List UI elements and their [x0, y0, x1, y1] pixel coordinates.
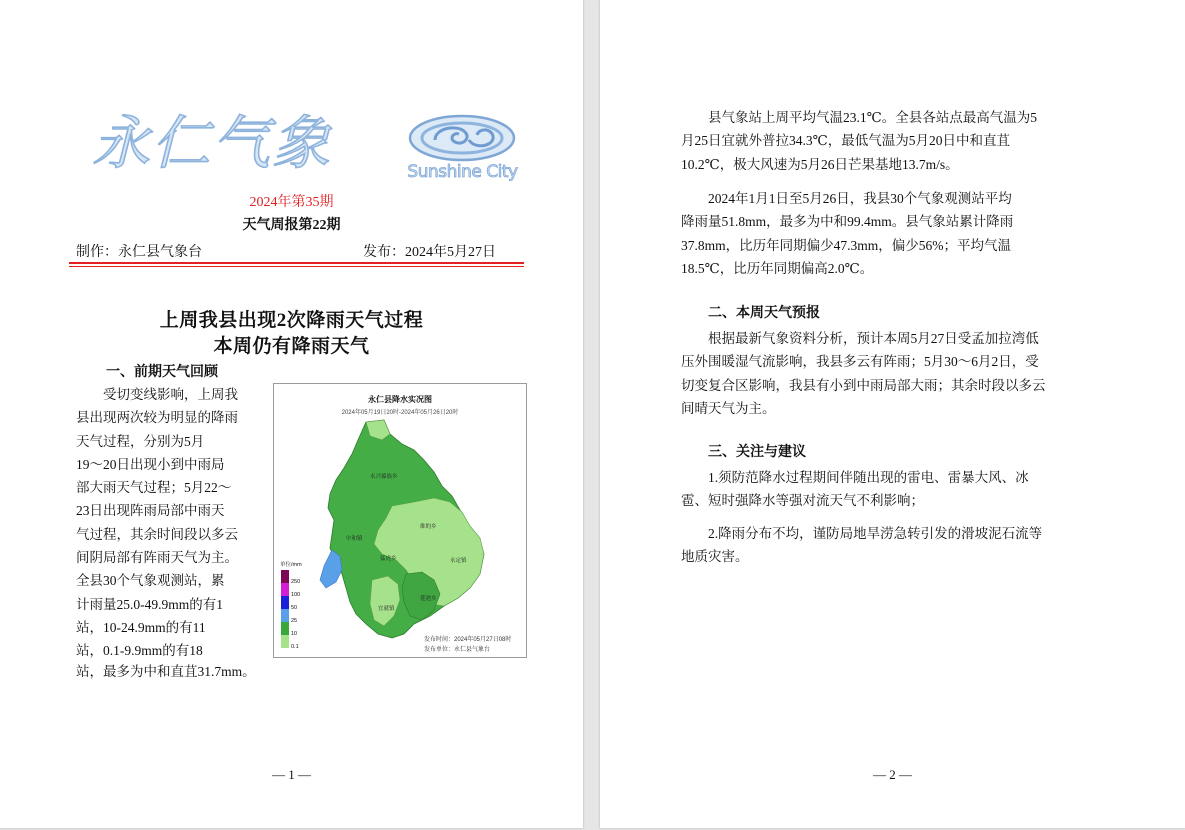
- text-line: 计雨量25.0-49.9mm的有1: [76, 596, 223, 612]
- paragraph-temperature: [681, 106, 1113, 176]
- text-line: 月25日宜就外普拉34.3℃，最低气温为5月20日中和直苴: [681, 133, 1010, 149]
- map-publisher: 发布单位：永仁县气象台: [424, 647, 491, 653]
- map-title: 永仁县降水实况图: [368, 395, 432, 404]
- text-line: 间晴天气为主。: [681, 400, 776, 416]
- section-2-title: 二、本周天气预报: [708, 304, 820, 320]
- text-line: 部大雨天气过程；5月22～: [76, 480, 232, 496]
- cloud-swirl-icon: [405, 110, 520, 170]
- text-line: 降雨量51.8mm，最多为中和99.4mm。县气象站累计降雨: [681, 214, 1014, 230]
- text-line: 根据最新气象资料分析，预计本周5月27日受孟加拉湾低: [708, 331, 1039, 346]
- legend-label: 0.1: [291, 644, 299, 650]
- precipitation-map: [273, 383, 527, 658]
- town-label: 永兴傣族乡: [370, 474, 398, 480]
- legend-swatch-25: [281, 609, 289, 622]
- page-number: — 1 —: [272, 767, 311, 782]
- text-line: 地质灾害。: [681, 549, 749, 565]
- legend-swatch-250: [281, 570, 289, 583]
- paragraph-forecast: [681, 327, 1113, 420]
- text-line: 18.5℃，比历年同期偏高2.0℃。: [681, 260, 874, 276]
- map-subtitle: 2024年05月19日20时-2024年05月26日20时: [341, 410, 459, 416]
- paragraph-annual-rainfall: [681, 187, 1113, 280]
- county-map-shape: [274, 384, 526, 657]
- section-3-title: 三、关注与建议: [708, 443, 806, 459]
- producer-label: 制作：永仁县气象台: [76, 245, 202, 260]
- text-line: 2.降雨分布不均，谨防局地旱涝急转引发的滑坡泥石流等: [708, 526, 1043, 541]
- text-line: 站，0.1-9.9mm的有18: [76, 643, 203, 659]
- section-1-title: 一、前期天气回顾: [106, 363, 218, 379]
- text-line: 10.2℃，极大风速为5月26日芒果基地13.7m/s。: [681, 156, 959, 172]
- town-label: 莲池乡: [420, 596, 437, 602]
- legend-swatch-0.1: [281, 635, 289, 648]
- text-line: 19～20日出现小到中雨局: [76, 456, 225, 472]
- town-label: 中和镇: [346, 536, 363, 542]
- text-line: 县气象站上周平均气温23.1℃。全县各站点最高气温为5: [708, 110, 1037, 125]
- logo-text: Sunshine City: [407, 162, 518, 182]
- legend-label: 100: [291, 592, 301, 598]
- text-line: 1.须防范降水过程期间伴随出现的雷电、雷暴大风、冰: [708, 470, 1029, 485]
- section-1-body: [76, 383, 266, 663]
- text-line: 县出现两次较为明显的降雨: [76, 410, 238, 426]
- text-line: 37.8mm，比历年同期偏少47.3mm，偏少56%；平均气温: [681, 237, 1011, 253]
- legend-label: 25: [291, 618, 298, 624]
- text-line: 23日出现阵雨局部中雨天: [76, 503, 225, 519]
- text-line: 气过程，其余时间段以多云: [76, 526, 238, 542]
- legend-swatch-10: [281, 622, 289, 635]
- page-1: [0, 0, 583, 828]
- map-publish-time: 发布时间：2024年05月27日08时: [424, 637, 512, 643]
- legend-title: 单位/mm: [280, 562, 302, 568]
- legend-swatch-50: [281, 596, 289, 609]
- publish-date: 发布：2024年5月27日: [363, 245, 496, 260]
- town-label: 宜就镇: [378, 606, 395, 612]
- text-line: 站，10-24.9mm的有11: [76, 619, 206, 635]
- text-line: 间阴局部有阵雨天气为主。: [76, 550, 238, 566]
- text-line: 雹、短时强降水等强对流天气不利影响；: [681, 493, 924, 509]
- headline-line-2: 本周仍有降雨天气: [213, 336, 370, 357]
- section-1-last-line: 站，最多为中和直苴31.7mm。: [76, 664, 256, 679]
- issue-number: 2024年第35期: [249, 195, 334, 210]
- town-label: 维的乡: [420, 524, 437, 530]
- paragraph-advice-1: [681, 466, 1113, 513]
- header-divider: [69, 262, 524, 264]
- town-label: 永定镇: [450, 558, 467, 564]
- legend-label: 250: [291, 579, 301, 585]
- headline-line-1: 上周我县出现2次降雨天气过程: [159, 310, 424, 331]
- page-number: — 2 —: [873, 767, 912, 782]
- page-2: [600, 0, 1185, 828]
- map-region-west-blue: [320, 550, 342, 588]
- weekly-issue-number: 天气周报第22期: [242, 218, 341, 233]
- text-line: 受切变线影响，上周我: [76, 387, 238, 402]
- masthead-title: 永仁气象: [92, 109, 333, 177]
- legend-label: 10: [291, 631, 298, 637]
- town-label: 猛虎乡: [380, 556, 397, 562]
- text-line: 天气过程，分别为5月: [76, 433, 205, 449]
- text-line: 2024年1月1日至5月26日，我县30个气象观测站平均: [708, 191, 1012, 206]
- header-divider-thin: [69, 266, 524, 267]
- text-line: 切变复合区影响，我县有小到中雨局部大雨；其余时段以多云: [681, 377, 1046, 393]
- paragraph-advice-2: [681, 522, 1113, 569]
- text-line: 全县30个气象观测站，累: [76, 573, 225, 589]
- legend-label: 50: [291, 605, 298, 611]
- text-line: 压外围暖湿气流影响，我县多云有阵雨；5月30～6月2日，受: [681, 354, 1039, 370]
- legend-swatch-100: [281, 583, 289, 596]
- sunshine-city-logo: [405, 110, 520, 190]
